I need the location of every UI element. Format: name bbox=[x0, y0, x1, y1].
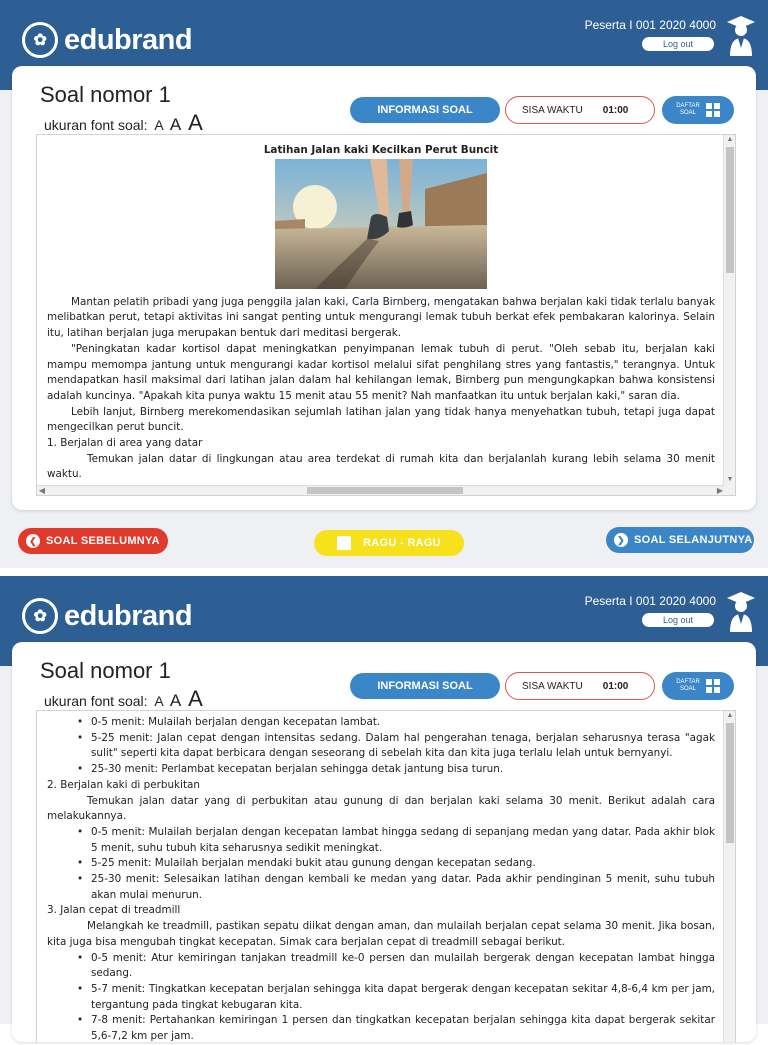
font-size-label: ukuran font soal: bbox=[44, 117, 148, 133]
list-treadmill bbox=[47, 951, 715, 1045]
grid-icon bbox=[706, 103, 720, 117]
logout-button[interactable]: Log out bbox=[642, 37, 714, 51]
next-label: SOAL SELANJUTNYA bbox=[634, 534, 753, 546]
horizontal-scroll-thumb[interactable] bbox=[307, 487, 463, 494]
article-photo bbox=[275, 159, 487, 289]
walking-feet-image bbox=[275, 159, 487, 289]
font-medium-button[interactable]: A bbox=[169, 691, 182, 710]
font-large-button[interactable]: A bbox=[188, 686, 203, 711]
font-size-control bbox=[44, 110, 203, 136]
next-question-button[interactable] bbox=[606, 527, 754, 553]
question-title: Soal nomor 1 bbox=[40, 82, 171, 107]
question-title: Soal nomor 1 bbox=[40, 658, 171, 683]
font-size-control bbox=[44, 686, 203, 712]
scroll-left-icon[interactable]: ◀ bbox=[38, 486, 46, 495]
chevron-right-icon: ❯ bbox=[614, 533, 628, 547]
vertical-scroll-thumb[interactable] bbox=[726, 723, 734, 843]
list-item: • 25-30 menit: Selesaikan latihan dengan kembali ke medan yang datar. Pada akhir pendinginan 5 menit, suhu tubuh akan mulai menurun. bbox=[77, 872, 715, 903]
informasi-soal-button[interactable]: INFORMASI SOAL bbox=[350, 97, 500, 123]
question-content[interactable] bbox=[36, 134, 736, 496]
article-paragraph-7: Melangkah ke treadmill, pastikan sepatu diikat dengan aman, dan mulailah berjalan cepat selama 30 menit. Jika bosan, kita juga bisa mengubah tingkat kecepatan. Simak cara berjalan cepat di treadmill sebagai berikut. bbox=[47, 920, 715, 948]
graduate-avatar-icon bbox=[726, 14, 756, 56]
list-item: • 5-25 menit: Jalan cepat dengan intensitas sedang. Dalam hal pengerahan tenaga, berjalan seharusnya terasa "agak sulit" seperti kita dapat berbicara dengan seseorang di sebelah kita dan kita juga terlalu lelah untuk bernyanyi. bbox=[77, 731, 715, 762]
daftar-line2: SOAL bbox=[679, 110, 696, 116]
list-hills bbox=[47, 825, 715, 904]
article bbox=[47, 143, 715, 499]
article-title: Latihan Jalan kaki Kecilkan Perut Buncit bbox=[263, 144, 499, 156]
list-item: • 0-5 menit: Mulailah berjalan dengan kecepatan lambat. bbox=[77, 715, 715, 731]
article-paragraph-6: Temukan jalan datar yang di perbukitan atau gunung di dan berjalan kaki selama 30 menit. Berikut adalah cara melakukannya. bbox=[47, 794, 715, 823]
article-paragraph-1: Mantan pelatih pribadi yang juga penggila jalan kaki, Carla Birnberg, mengatakan bahwa berjalan kaki tidak terlalu banyak melibatkan perut, tetapi aktivitas ini sangat penting untuk mengurangi lemak tubuh berkat efek pembakaran kalorinya. Selain itu, latihan berjalan juga merupakan bentuk dari meditasi bergerak. bbox=[47, 295, 715, 340]
article-continued bbox=[47, 715, 715, 1045]
timer-value: 01:00 bbox=[602, 104, 629, 116]
list-item: • 0-5 menit: Mulailah berjalan dengan kecepatan lambat hingga sedang di sepanjang medan yang datar. Pada akhir blok 5 menit, suhu tubuh kita seharusnya sedikit meningkat. bbox=[77, 825, 715, 856]
ragu-button[interactable] bbox=[314, 530, 464, 556]
scroll-right-icon[interactable]: ▶ bbox=[716, 486, 724, 495]
question-card bbox=[12, 642, 756, 1042]
list-item: • 25-30 menit: Perlambat kecepatan berjalan sehingga detak jantung bisa turun. bbox=[77, 762, 715, 778]
daftar-soal-label bbox=[676, 103, 700, 117]
brand-name: edubrand bbox=[64, 23, 193, 56]
daftar-soal-button[interactable] bbox=[662, 672, 734, 700]
chevron-left-icon: ❮ bbox=[26, 534, 40, 548]
screen-bottom bbox=[0, 576, 768, 1043]
timer-value: 01:00 bbox=[602, 680, 629, 692]
question-card bbox=[12, 66, 756, 510]
list-item: • 5-7 menit: Tingkatkan kecepatan berjalan sehingga kita dapat bergerak dengan kecepatan sekitar 4,8-6,4 km per jam, tergantung pada tingkat kebugaran kita. bbox=[77, 982, 715, 1013]
participant-id: Peserta I 001 2020 4000 bbox=[584, 594, 716, 608]
checkbox-icon bbox=[337, 536, 351, 550]
brain-icon: ✿ bbox=[22, 22, 58, 58]
logout-button[interactable]: Log out bbox=[642, 613, 714, 627]
daftar-soal-label bbox=[676, 679, 700, 693]
font-large-button[interactable]: A bbox=[188, 110, 203, 135]
informasi-soal-button[interactable]: INFORMASI SOAL bbox=[350, 673, 500, 699]
list-item: • 7-8 menit: Pertahankan kemiringan 1 persen dan tingkatkan kecepatan berjalan sehingga kita dapat bergerak sekitar 5,6-7,2 km per jam. bbox=[77, 1013, 715, 1044]
ragu-label: RAGU - RAGU bbox=[363, 537, 441, 549]
vertical-scrollbar[interactable] bbox=[723, 135, 735, 495]
font-size-label: ukuran font soal: bbox=[44, 693, 148, 709]
horizontal-scrollbar[interactable] bbox=[37, 485, 725, 495]
scroll-up-icon[interactable]: ▲ bbox=[726, 136, 734, 143]
scroll-up-icon[interactable]: ▲ bbox=[726, 712, 734, 719]
participant-id: Peserta I 001 2020 4000 bbox=[584, 18, 716, 32]
article-heading-1: 1. Berjalan di area yang datar bbox=[47, 437, 203, 450]
grid-icon bbox=[706, 679, 720, 693]
graduate-avatar-icon bbox=[726, 590, 756, 632]
font-medium-button[interactable]: A bbox=[169, 115, 182, 134]
list-item: • 5-25 menit: Mulailah berjalan mendaki bukit atau gunung dengan kecepatan sedang. bbox=[77, 856, 715, 872]
vertical-scroll-thumb[interactable] bbox=[726, 147, 734, 273]
scroll-down-icon[interactable]: ▼ bbox=[726, 476, 734, 483]
daftar-line1: DAFTAR bbox=[676, 679, 700, 685]
font-small-button[interactable]: A bbox=[154, 117, 163, 133]
daftar-line1: DAFTAR bbox=[676, 103, 700, 109]
timer bbox=[505, 96, 655, 124]
article-paragraph-3: Lebih lanjut, Birnberg merekomendasikan sejumlah latihan jalan yang tidak hanya menyehatkan tubuh, tetapi juga dapat mengecilkan perut buncit. bbox=[47, 405, 715, 434]
daftar-line2: SOAL bbox=[679, 686, 696, 692]
daftar-soal-button[interactable] bbox=[662, 96, 734, 124]
timer-label: SISA WAKTU bbox=[522, 104, 583, 116]
list-flat bbox=[47, 715, 715, 778]
prev-question-button[interactable] bbox=[18, 528, 168, 554]
prev-label: SOAL SEBELUMNYA bbox=[46, 535, 160, 547]
timer-label: SISA WAKTU bbox=[522, 680, 583, 692]
font-small-button[interactable]: A bbox=[154, 693, 163, 709]
article-heading-3: 3. Jalan cepat di treadmill bbox=[47, 904, 181, 917]
timer bbox=[505, 672, 655, 700]
brand-logo bbox=[22, 598, 192, 634]
article-paragraph-4: Temukan jalan datar di lingkungan atau area terdekat di rumah kita dan berjalanlah kurang lebih selama 30 menit waktu. bbox=[47, 452, 715, 481]
question-content[interactable] bbox=[36, 710, 736, 1042]
article-paragraph-2: "Peningkatan kadar kortisol dapat meningkatkan penyimpanan lemak tubuh di perut. "Oleh sebab itu, berjalan kaki mampu memompa jantung untuk mengurangi kadar kortisol melalui sifat penghilang stres yang fantastis," terangnya. Untuk mendapatkan hasil maksimal dari latihan jalan dalam hal kehilangan lemak, Birnberg pun mengungkapkan bahwa konsistensi adalah kuncinya. "Apakah kita punya waktu 15 menit atau 55 menit? Nah manfaatkan itu untuk berjalan kaki," saran dia. bbox=[47, 342, 715, 402]
brain-icon: ✿ bbox=[22, 598, 58, 634]
brand-name: edubrand bbox=[64, 599, 193, 632]
list-item: • 0-5 menit: Atur kemiringan tanjakan treadmill ke-0 persen dan mulailah bergerak dengan kecepatan lambat hingga sedang. bbox=[77, 951, 715, 982]
vertical-scrollbar[interactable] bbox=[723, 711, 735, 1042]
brand-logo bbox=[22, 22, 192, 58]
article-heading-2: 2. Berjalan kaki di perbukitan bbox=[47, 778, 200, 791]
